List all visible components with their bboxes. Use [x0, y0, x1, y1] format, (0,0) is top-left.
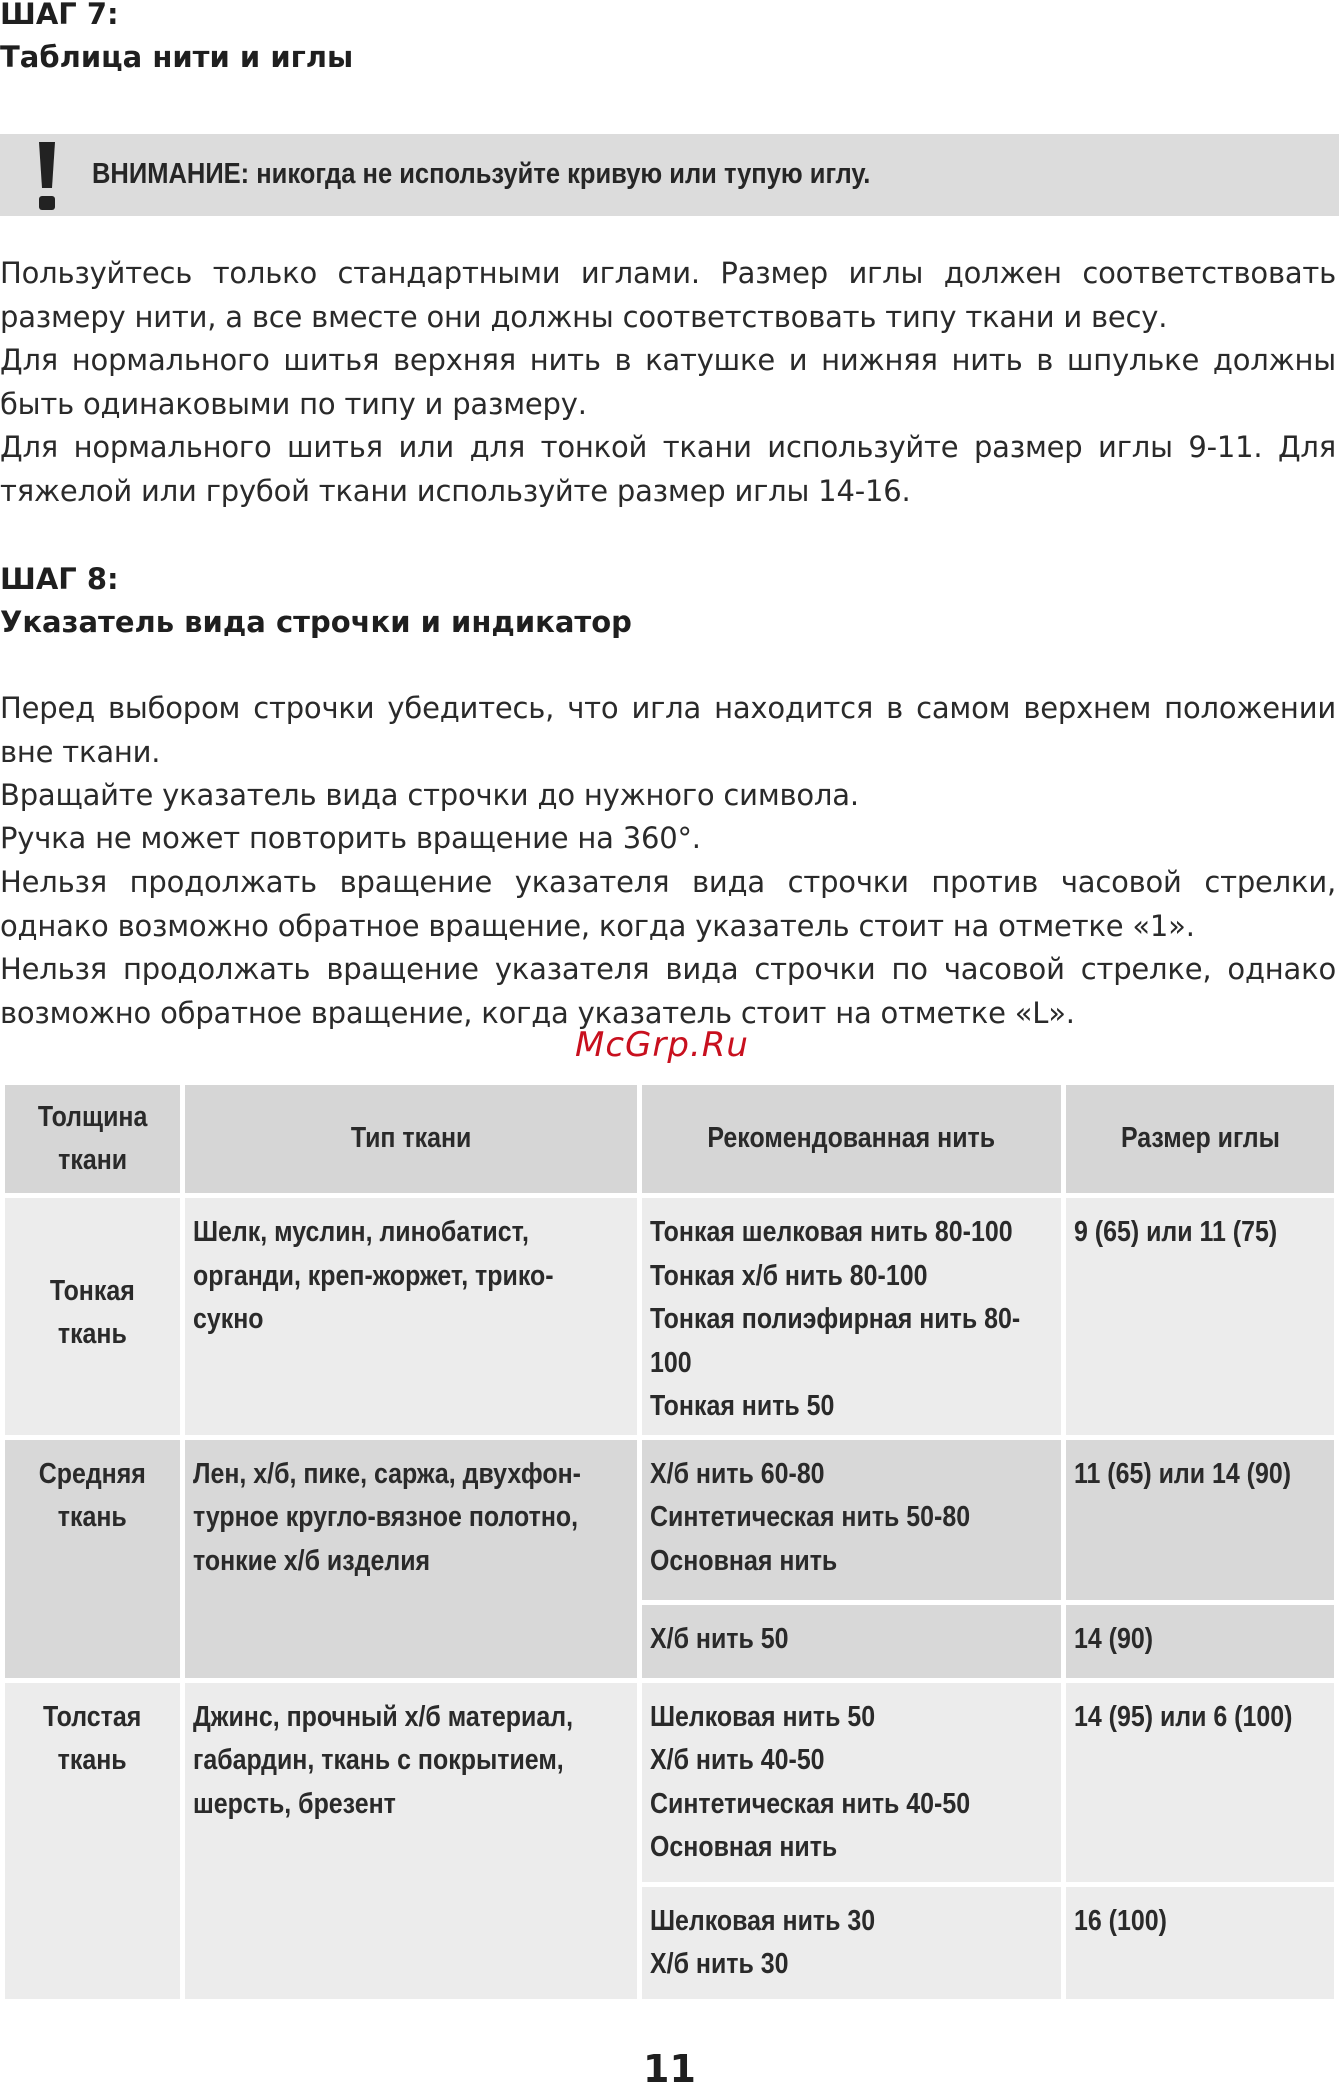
thread-line: Тонкая нить 50	[650, 1390, 835, 1422]
needle-cell	[1066, 1605, 1334, 1678]
thickness-cell	[5, 1198, 180, 1435]
fabric-line: Джинс, прочный х/б материал,	[193, 1700, 574, 1733]
fabric-line: Лен, х/б, пике, саржа, двухфон-	[193, 1457, 581, 1490]
header-thickness-line: ткани	[58, 1144, 127, 1176]
needle-cell	[1066, 1683, 1334, 1882]
page-number: 11	[643, 2047, 696, 2091]
thread-line: Тонкая шелковая нить 80-100	[650, 1216, 1013, 1248]
thread-line: Шелковая нить 30	[650, 1904, 876, 1937]
table-header-row	[5, 1085, 1334, 1193]
thread-line: Х/б нить 30	[650, 1948, 789, 1980]
thickness-line: ткань	[58, 1501, 127, 1533]
thread-line: 100	[650, 1346, 692, 1379]
header-thread-label: Рекомендованная нить	[707, 1122, 996, 1155]
needle-size: 14 (95) или 6 (100)	[1074, 1700, 1293, 1733]
needle-size: 14 (90)	[1074, 1622, 1154, 1655]
step8-paragraph-5: Нельзя продолжать вращение указателя вида строчки по часовой стрелке, однако возможно обратное вращение, когда указатель стоит на отметке «L».	[0, 952, 1336, 1030]
thread-line: Синтетическая нить 50-80	[650, 1501, 971, 1533]
needle-size: 9 (65) или 11 (75)	[1074, 1216, 1278, 1248]
header-thread	[642, 1085, 1061, 1193]
table-row	[5, 1440, 1334, 1600]
fabric-line: органди, креп-жоржет, трико-	[193, 1259, 554, 1292]
step7-paragraph-3: Для нормального шитья или для тонкой ткани используйте размер иглы 9-11. Для тяжелой или грубой ткани используйте размер иглы 14-16.	[0, 430, 1336, 508]
thickness-line: Тонкая	[50, 1274, 135, 1307]
header-fabric-type	[185, 1085, 637, 1193]
step8-paragraph-1: Перед выбором строчки убедитесь, что игла находится в самом верхнем положении вне ткани.	[0, 691, 1336, 769]
thread-line: Х/б нить 50	[650, 1622, 789, 1655]
needle-cell	[1066, 1440, 1334, 1600]
thickness-line: ткань	[58, 1318, 127, 1351]
needle-cell	[1066, 1887, 1334, 1999]
fabric-line: тонкие х/б изделия	[193, 1544, 431, 1577]
fabric-cell	[185, 1683, 637, 1999]
fabric-line: Шелк, муслин, линобатист,	[193, 1216, 529, 1248]
thread-line: Основная нить	[650, 1831, 838, 1863]
step7-title: Таблица нити и иглы	[0, 40, 354, 74]
thickness-line: Толстая	[43, 1700, 142, 1733]
step8-title: Указатель вида строчки и индикатор	[0, 605, 632, 639]
fabric-cell	[185, 1440, 637, 1678]
header-fabric-type-label: Тип ткани	[350, 1122, 472, 1155]
table-row	[5, 1198, 1334, 1435]
header-needle	[1066, 1085, 1334, 1193]
header-needle-label: Размер иглы	[1120, 1122, 1280, 1155]
thread-cell	[642, 1605, 1061, 1678]
thread-line: Тонкая полиэфирная нить 80-	[650, 1303, 1021, 1335]
step8-paragraph-2: Вращайте указатель вида строчки до нужного символа.	[0, 778, 859, 812]
needle-size: 11 (65) или 14 (90)	[1074, 1457, 1292, 1490]
step7-number: ШАГ 7:	[0, 0, 119, 31]
fabric-line: габардин, ткань с покрытием,	[193, 1744, 564, 1776]
thread-cell	[642, 1198, 1061, 1435]
table-row	[5, 1683, 1334, 1882]
exclamation-icon	[30, 140, 64, 212]
thread-cell	[642, 1887, 1061, 1999]
needle-size: 16 (100)	[1074, 1904, 1167, 1937]
thread-line: Шелковая нить 50	[650, 1700, 876, 1733]
warning-box	[0, 134, 1339, 216]
step7-paragraph-1: Пользуйтесь только стандартными иглами. Размер иглы должен соответствовать размеру нити, а все вместе они должны соответствовать типу ткани и весу.	[0, 256, 1336, 334]
fabric-cell	[185, 1198, 637, 1435]
thread-cell	[642, 1683, 1061, 1882]
thread-line: Х/б нить 40-50	[650, 1744, 825, 1776]
thread-line: Тонкая х/б нить 80-100	[650, 1259, 928, 1292]
thread-line: Синтетическая нить 40-50	[650, 1787, 971, 1820]
thickness-cell	[5, 1440, 180, 1678]
step8-paragraph-3: Ручка не может повторить вращение на 360°.	[0, 821, 701, 855]
fabric-line: сукно	[193, 1303, 264, 1335]
step8-paragraph-4: Нельзя продолжать вращение указателя вида строчки против часовой стрелки, однако возможно обратное вращение, когда указатель стоит на отметке «1».	[0, 865, 1336, 943]
thickness-line: Средняя	[38, 1457, 147, 1490]
thickness-cell	[5, 1683, 180, 1999]
step8-number: ШАГ 8:	[0, 562, 119, 596]
thread-line: Основная нить	[650, 1544, 838, 1577]
warning-text: ВНИМАНИЕ: никогда не используйте кривую или тупую иглу.	[92, 158, 871, 190]
header-thickness	[5, 1085, 180, 1193]
watermark-text: McGrp.Ru	[575, 1025, 749, 1065]
needle-cell	[1066, 1198, 1334, 1435]
step7-paragraph-2: Для нормального шитья верхняя нить в катушке и нижняя нить в шпульке должны быть одинаковыми по типу и размеру.	[0, 343, 1336, 421]
fabric-line: шерсть, брезент	[193, 1787, 396, 1820]
fabric-line: турное кругло-вязное полотно,	[193, 1501, 579, 1533]
thickness-line: ткань	[58, 1744, 127, 1776]
thread-line: Х/б нить 60-80	[650, 1457, 825, 1490]
thread-cell	[642, 1440, 1061, 1600]
header-thickness-line: Толщина	[37, 1100, 148, 1133]
thread-needle-table	[0, 1080, 1339, 2004]
